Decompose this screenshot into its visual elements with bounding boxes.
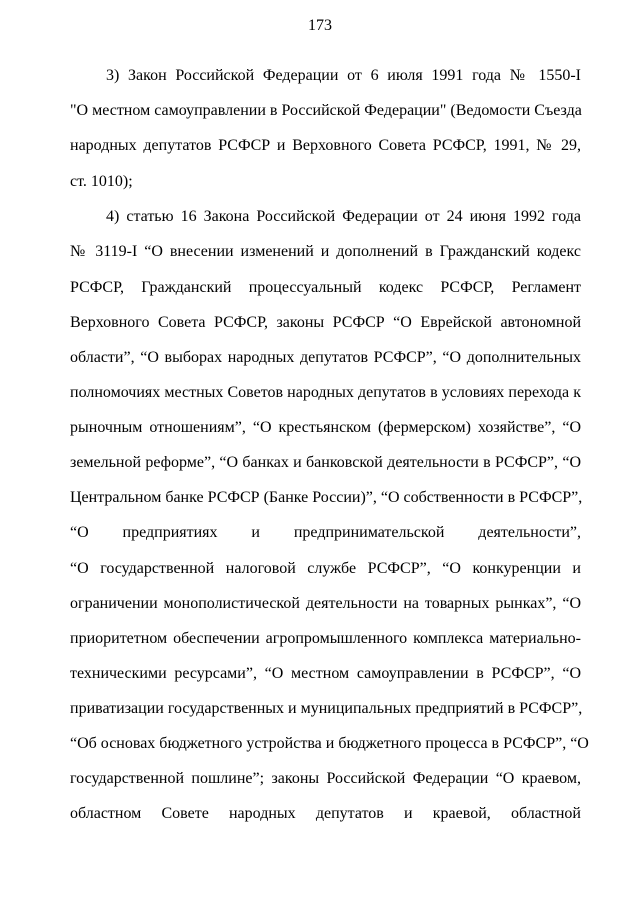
text-line: приватизации государственных и муниципальных предприятий в РСФСР”, bbox=[70, 700, 583, 717]
text-line: 3) Закон Российской Федерации от 6 июля 1991 года № 1550-I bbox=[106, 67, 581, 84]
text-line: № 3119-I “О внесении изменений и дополнений в Гражданский кодекс bbox=[70, 243, 581, 260]
text-line: земельной реформе”, “О банках и банковской деятельности в РСФСР”, “О bbox=[70, 454, 581, 471]
text-line: “О предприятиях и предпринимательской деятельности”, bbox=[70, 524, 581, 541]
page-number: 173 bbox=[308, 17, 332, 34]
text-line: приоритетном обеспечении агропромышленного комплекса материально- bbox=[70, 630, 581, 647]
text-line: "О местном самоуправлении в Российской Федерации" (Ведомости Съезда bbox=[70, 102, 582, 119]
text-line: ограничении монополистической деятельности на товарных рынках”, “О bbox=[70, 595, 581, 612]
text-line: народных депутатов РСФСР и Верховного Совета РСФСР, 1991, № 29, bbox=[70, 137, 581, 154]
text-line: 4) статью 16 Закона Российской Федерации от 24 июня 1992 года bbox=[106, 208, 581, 225]
text-line: ст. 1010); bbox=[70, 173, 133, 190]
text-line: “О государственной налоговой службе РСФСР”, “О конкуренции и bbox=[70, 560, 581, 577]
text-line: РСФСР, Гражданский процессуальный кодекс РСФСР, Регламент bbox=[70, 279, 581, 296]
text-line: “Об основах бюджетного устройства и бюджетного процесса в РСФСР”, “О bbox=[70, 735, 589, 752]
text-line: Верховного Совета РСФСР, законы РСФСР “О Еврейской автономной bbox=[70, 314, 581, 331]
text-line: государственной пошлине”; законы Российской Федерации “О краевом, bbox=[70, 770, 581, 787]
text-line: рыночным отношениям”, “О крестьянском (фермерском) хозяйстве”, “О bbox=[70, 419, 581, 436]
text-line: областном Совете народных депутатов и краевой, областной bbox=[70, 805, 581, 822]
text-line: техническими ресурсами”, “О местном самоуправлении в РСФСР”, “О bbox=[70, 665, 581, 682]
text-line: полномочиях местных Советов народных депутатов в условиях перехода к bbox=[70, 384, 581, 401]
text-line: Центральном банке РСФСР (Банке России)”, “О собственности в РСФСР”, bbox=[70, 489, 583, 506]
text-line: области”, “О выборах народных депутатов РСФСР”, “О дополнительных bbox=[70, 349, 581, 366]
